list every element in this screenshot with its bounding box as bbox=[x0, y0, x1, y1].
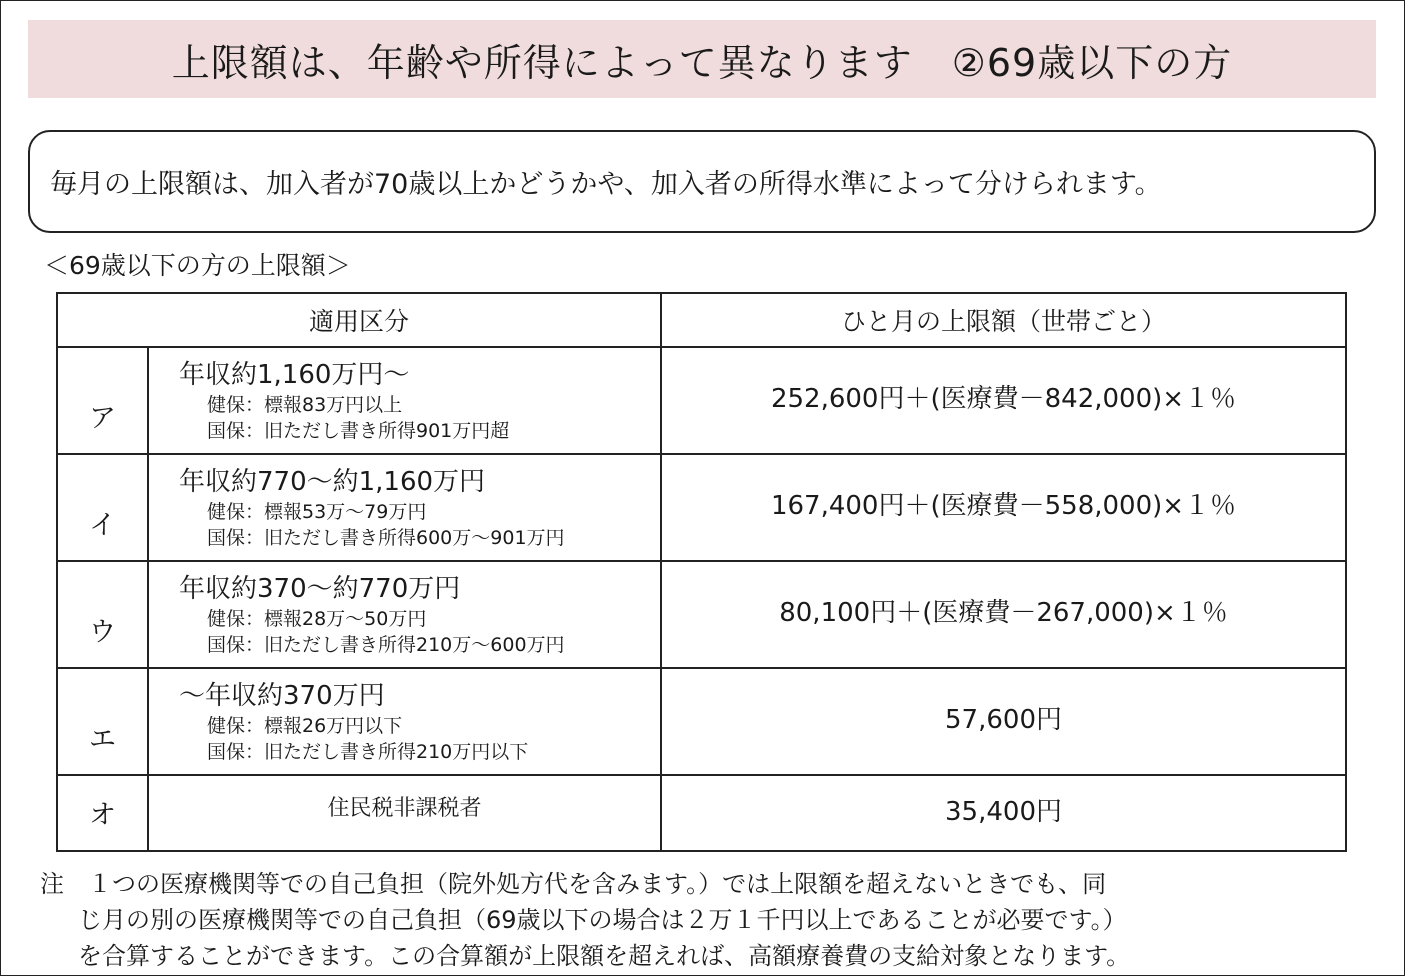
limit-cell bbox=[661, 347, 1346, 454]
limit-value: 252,600円＋(医療費－842,000)×１％ bbox=[770, 384, 1237, 414]
table-row bbox=[57, 668, 1346, 775]
category-kana: ウ bbox=[57, 561, 148, 668]
footnote-line: 注 １つの医療機関等での自己負担（院外処方代を含みます。）では上限額を超えないときでも、同 bbox=[40, 870, 1107, 898]
income-cell bbox=[148, 668, 661, 775]
income-range: 年収約770～約1,160万円 bbox=[179, 466, 486, 497]
kokuho-criteria: 国保：旧ただし書き所得600万～901万円 bbox=[207, 526, 565, 549]
income-cell bbox=[148, 454, 661, 561]
table-caption: ＜69歳以下の方の上限額＞ bbox=[44, 251, 351, 280]
kenpo-criteria: 健保：標報83万円以上 bbox=[207, 393, 403, 416]
limit-cell bbox=[661, 454, 1346, 561]
header-category: 適用区分 bbox=[57, 293, 661, 347]
limit-cell bbox=[661, 561, 1346, 668]
kenpo-criteria: 健保：標報26万円以下 bbox=[207, 714, 403, 737]
limit-value: 167,400円＋(医療費－558,000)×１％ bbox=[770, 491, 1237, 521]
intro-text: 毎月の上限額は、加入者が70歳以上かどうかや、加入者の所得水準によって分けられます。 bbox=[50, 169, 1162, 200]
table-row bbox=[57, 454, 1346, 561]
category-kana: イ bbox=[57, 454, 148, 561]
income-cell bbox=[148, 347, 661, 454]
title-banner bbox=[28, 20, 1376, 98]
intro-box bbox=[28, 130, 1376, 233]
limit-cell bbox=[661, 668, 1346, 775]
limit-table bbox=[56, 292, 1347, 852]
limit-cell bbox=[661, 775, 1346, 851]
income-range: 年収約370～約770万円 bbox=[179, 573, 461, 604]
page-title: 上限額は、年齢や所得によって異なります ②69歳以下の方 bbox=[171, 40, 1233, 85]
limit-value: 35,400円 bbox=[945, 796, 1062, 827]
kokuho-criteria: 国保：旧ただし書き所得901万円超 bbox=[207, 419, 510, 442]
table-row bbox=[57, 775, 1346, 851]
footnote-line: を合算することができます。この合算額が上限額を超えれば、高額療養費の支給対象となります。 bbox=[78, 942, 1131, 970]
limit-value: 80,100円＋(医療費－267,000)×１％ bbox=[779, 598, 1228, 628]
category-kana: ア bbox=[57, 347, 148, 454]
kenpo-criteria: 健保：標報28万～50万円 bbox=[207, 607, 427, 630]
kokuho-criteria: 国保：旧ただし書き所得210万～600万円 bbox=[207, 633, 565, 656]
footnote bbox=[40, 866, 1350, 974]
table-row bbox=[57, 561, 1346, 668]
header-limit: ひと月の上限額（世帯ごと） bbox=[661, 293, 1346, 347]
kenpo-criteria: 健保：標報53万～79万円 bbox=[207, 500, 427, 523]
footnote-line: じ月の別の医療機関等での自己負担（69歳以下の場合は２万１千円以上であることが必要です。） bbox=[78, 906, 1127, 934]
income-range: ～年収約370万円 bbox=[179, 680, 385, 711]
table-row bbox=[57, 347, 1346, 454]
income-range: 年収約1,160万円～ bbox=[179, 359, 410, 390]
category-kana: エ bbox=[57, 668, 148, 775]
income-cell bbox=[148, 561, 661, 668]
table-header-row bbox=[57, 293, 1346, 347]
kokuho-criteria: 国保：旧ただし書き所得210万円以下 bbox=[207, 740, 529, 763]
limit-value: 57,600円 bbox=[945, 705, 1062, 735]
category-kana: オ bbox=[57, 775, 148, 851]
income-range: 住民税非課税者 bbox=[327, 795, 482, 821]
income-cell bbox=[148, 775, 661, 851]
